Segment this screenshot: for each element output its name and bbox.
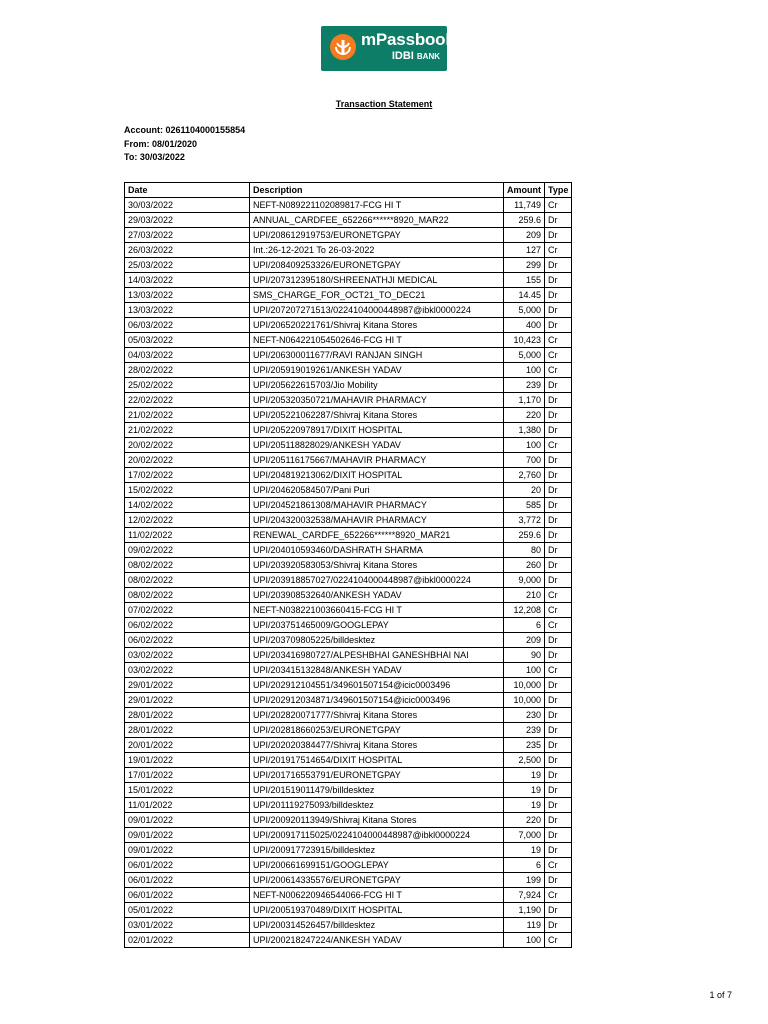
table-row <box>125 483 572 498</box>
amount-cell: 585 <box>504 498 545 513</box>
description-cell: NEFT-N064221054502646-FCG HI T <box>250 333 504 348</box>
description-cell: UPI/201716553791/EURONETGPAY <box>250 768 504 783</box>
table-row <box>125 453 572 468</box>
type-cell: Dr <box>545 483 572 498</box>
transaction-rows <box>125 198 572 948</box>
amount-cell: 6 <box>504 618 545 633</box>
description-cell: UPI/205116175667/MAHAVIR PHARMACY <box>250 453 504 468</box>
date-cell: 22/02/2022 <box>125 393 250 408</box>
type-cell: Dr <box>545 318 572 333</box>
amount-cell: 100 <box>504 363 545 378</box>
date-cell: 12/02/2022 <box>125 513 250 528</box>
description-cell: NEFT-N038221003660415-FCG HI T <box>250 603 504 618</box>
app-name: mPassbook <box>361 30 455 49</box>
type-cell: Dr <box>545 453 572 468</box>
table-row <box>125 768 572 783</box>
description-cell: UPI/202912034871/349601507154@icic0003496 <box>250 693 504 708</box>
date-cell: 29/01/2022 <box>125 693 250 708</box>
table-row <box>125 798 572 813</box>
amount-cell: 19 <box>504 768 545 783</box>
type-cell: Dr <box>545 558 572 573</box>
description-cell: NEFT-N089221102089817-FCG HI T <box>250 198 504 213</box>
description-cell: UPI/201917514654/DIXIT HOSPITAL <box>250 753 504 768</box>
description-cell: UPI/200661699151/GOOGLEPAY <box>250 858 504 873</box>
type-cell: Dr <box>545 543 572 558</box>
amount-cell: 7,924 <box>504 888 545 903</box>
date-cell: 06/03/2022 <box>125 318 250 333</box>
date-cell: 17/02/2022 <box>125 468 250 483</box>
date-cell: 02/01/2022 <box>125 933 250 948</box>
type-cell: Cr <box>545 348 572 363</box>
table-row <box>125 498 572 513</box>
description-cell: NEFT-N006220946544066-FCG HI T <box>250 888 504 903</box>
table-row <box>125 858 572 873</box>
amount-cell: 239 <box>504 378 545 393</box>
description-cell: UPI/206520221761/Shivraj Kitana Stores <box>250 318 504 333</box>
description-cell: Int.:26-12-2021 To 26-03-2022 <box>250 243 504 258</box>
type-cell: Dr <box>545 843 572 858</box>
date-cell: 06/02/2022 <box>125 633 250 648</box>
date-cell: 28/01/2022 <box>125 708 250 723</box>
type-cell: Dr <box>545 288 572 303</box>
type-cell: Dr <box>545 573 572 588</box>
table-row <box>125 288 572 303</box>
description-cell: UPI/204819213062/DIXIT HOSPITAL <box>250 468 504 483</box>
amount-cell: 1,170 <box>504 393 545 408</box>
table-row <box>125 468 572 483</box>
description-cell: UPI/204010593460/DASHRATH SHARMA <box>250 543 504 558</box>
amount-cell: 220 <box>504 408 545 423</box>
type-cell: Dr <box>545 303 572 318</box>
bank-name: IDBI BANK <box>391 50 440 62</box>
type-cell: Cr <box>545 333 572 348</box>
amount-cell: 2,500 <box>504 753 545 768</box>
column-header-type: Type <box>545 183 572 198</box>
column-header-amount: Amount <box>504 183 545 198</box>
date-cell: 15/01/2022 <box>125 783 250 798</box>
table-row <box>125 588 572 603</box>
description-cell: UPI/202818660253/EURONETGPAY <box>250 723 504 738</box>
type-cell: Cr <box>545 618 572 633</box>
date-cell: 08/02/2022 <box>125 588 250 603</box>
amount-cell: 400 <box>504 318 545 333</box>
description-cell: UPI/203416980727/ALPESHBHAI GANESHBHAI NAI <box>250 648 504 663</box>
type-cell: Dr <box>545 738 572 753</box>
table-row <box>125 618 572 633</box>
amount-cell: 199 <box>504 873 545 888</box>
date-cell: 29/01/2022 <box>125 678 250 693</box>
table-row <box>125 318 572 333</box>
amount-cell: 14.45 <box>504 288 545 303</box>
amount-cell: 100 <box>504 663 545 678</box>
type-cell: Cr <box>545 663 572 678</box>
table-row <box>125 363 572 378</box>
description-cell: UPI/204620584507/Pani Puri <box>250 483 504 498</box>
transaction-table <box>124 182 572 948</box>
type-cell: Dr <box>545 798 572 813</box>
table-row <box>125 228 572 243</box>
type-cell: Dr <box>545 228 572 243</box>
table-row <box>125 633 572 648</box>
date-cell: 20/01/2022 <box>125 738 250 753</box>
date-cell: 28/02/2022 <box>125 363 250 378</box>
date-cell: 11/02/2022 <box>125 528 250 543</box>
type-cell: Dr <box>545 708 572 723</box>
amount-cell: 5,000 <box>504 348 545 363</box>
amount-cell: 7,000 <box>504 828 545 843</box>
amount-cell: 2,760 <box>504 468 545 483</box>
date-cell: 13/03/2022 <box>125 288 250 303</box>
description-cell: UPI/200917115025/0224104000448987@ibkl0000224 <box>250 828 504 843</box>
type-cell: Dr <box>545 468 572 483</box>
date-cell: 09/01/2022 <box>125 813 250 828</box>
type-cell: Dr <box>545 813 572 828</box>
table-row <box>125 828 572 843</box>
date-cell: 03/01/2022 <box>125 918 250 933</box>
table-row <box>125 348 572 363</box>
description-cell: UPI/200218247224/ANKESH YADAV <box>250 933 504 948</box>
type-cell: Dr <box>545 528 572 543</box>
date-cell: 13/03/2022 <box>125 303 250 318</box>
page-number: 1 of 7 <box>709 990 732 1000</box>
table-row <box>125 918 572 933</box>
table-row <box>125 273 572 288</box>
date-cell: 03/02/2022 <box>125 648 250 663</box>
description-cell: UPI/203709805225/billdesktez <box>250 633 504 648</box>
type-cell: Dr <box>545 918 572 933</box>
type-cell: Dr <box>545 753 572 768</box>
amount-cell: 155 <box>504 273 545 288</box>
description-cell: UPI/203415132848/ANKESH YADAV <box>250 663 504 678</box>
description-cell: UPI/201519011479/billdesktez <box>250 783 504 798</box>
amount-cell: 19 <box>504 783 545 798</box>
table-row <box>125 543 572 558</box>
table-row <box>125 738 572 753</box>
date-cell: 21/02/2022 <box>125 423 250 438</box>
date-cell: 09/01/2022 <box>125 828 250 843</box>
type-cell: Dr <box>545 648 572 663</box>
type-cell: Dr <box>545 378 572 393</box>
description-cell: UPI/202820071777/Shivraj Kitana Stores <box>250 708 504 723</box>
table-header-row <box>125 183 572 198</box>
date-cell: 06/02/2022 <box>125 618 250 633</box>
date-cell: 06/01/2022 <box>125 858 250 873</box>
table-row <box>125 663 572 678</box>
type-cell: Dr <box>545 783 572 798</box>
table-row <box>125 753 572 768</box>
amount-cell: 260 <box>504 558 545 573</box>
table-row <box>125 648 572 663</box>
amount-cell: 209 <box>504 633 545 648</box>
description-cell: UPI/205220978917/DIXIT HOSPITAL <box>250 423 504 438</box>
date-cell: 08/02/2022 <box>125 573 250 588</box>
amount-cell: 239 <box>504 723 545 738</box>
type-cell: Cr <box>545 243 572 258</box>
table-row <box>125 198 572 213</box>
amount-cell: 3,772 <box>504 513 545 528</box>
description-cell: UPI/202912104551/349601507154@icic0003496 <box>250 678 504 693</box>
description-cell: UPI/207312395180/SHREENATHJI MEDICAL <box>250 273 504 288</box>
amount-cell: 259.6 <box>504 213 545 228</box>
description-cell: RENEWAL_CARDFE_652266******8920_MAR21 <box>250 528 504 543</box>
page-title: Transaction Statement <box>335 99 433 109</box>
date-cell: 14/03/2022 <box>125 273 250 288</box>
type-cell: Cr <box>545 588 572 603</box>
amount-cell: 700 <box>504 453 545 468</box>
amount-cell: 299 <box>504 258 545 273</box>
date-cell: 29/03/2022 <box>125 213 250 228</box>
description-cell: UPI/200614335576/EURONETGPAY <box>250 873 504 888</box>
table-row <box>125 843 572 858</box>
type-cell: Dr <box>545 873 572 888</box>
table-row <box>125 258 572 273</box>
type-cell: Dr <box>545 678 572 693</box>
amount-cell: 235 <box>504 738 545 753</box>
description-cell: UPI/205622615703/Jio Mobility <box>250 378 504 393</box>
amount-cell: 80 <box>504 543 545 558</box>
description-cell: SMS_CHARGE_FOR_OCT21_TO_DEC21 <box>250 288 504 303</box>
description-cell: UPI/208409253326/EURONETGPAY <box>250 258 504 273</box>
type-cell: Dr <box>545 693 572 708</box>
date-cell: 20/02/2022 <box>125 453 250 468</box>
amount-cell: 127 <box>504 243 545 258</box>
column-header-description: Description <box>250 183 504 198</box>
description-cell: UPI/200920113949/Shivraj Kitana Stores <box>250 813 504 828</box>
date-cell: 30/03/2022 <box>125 198 250 213</box>
amount-cell: 230 <box>504 708 545 723</box>
description-cell: UPI/207207271513/0224104000448987@ibkl0000224 <box>250 303 504 318</box>
date-cell: 09/02/2022 <box>125 543 250 558</box>
table-row <box>125 873 572 888</box>
amount-cell: 12,208 <box>504 603 545 618</box>
description-cell: UPI/200917723915/billdesktez <box>250 843 504 858</box>
type-cell: Cr <box>545 603 572 618</box>
type-cell: Cr <box>545 198 572 213</box>
from-date: From: 08/01/2020 <box>124 138 198 149</box>
type-cell: Dr <box>545 768 572 783</box>
table-row <box>125 423 572 438</box>
table-row <box>125 933 572 948</box>
table-row <box>125 723 572 738</box>
description-cell: UPI/203908532640/ANKESH YADAV <box>250 588 504 603</box>
idbi-emblem-icon <box>330 34 356 60</box>
table-row <box>125 243 572 258</box>
date-cell: 28/01/2022 <box>125 723 250 738</box>
description-cell: UPI/202020384477/Shivraj Kitana Stores <box>250 738 504 753</box>
type-cell: Dr <box>545 633 572 648</box>
type-cell: Cr <box>545 858 572 873</box>
type-cell: Dr <box>545 828 572 843</box>
description-cell: UPI/200519370489/DIXIT HOSPITAL <box>250 903 504 918</box>
date-cell: 04/03/2022 <box>125 348 250 363</box>
account-number: Account: 0261104000155854 <box>124 125 246 135</box>
amount-cell: 90 <box>504 648 545 663</box>
date-cell: 06/01/2022 <box>125 873 250 888</box>
table-row <box>125 783 572 798</box>
description-cell: UPI/203920583053/Shivraj Kitana Stores <box>250 558 504 573</box>
account-details <box>124 124 245 165</box>
description-cell: UPI/204320032538/MAHAVIR PHARMACY <box>250 513 504 528</box>
date-cell: 05/03/2022 <box>125 333 250 348</box>
amount-cell: 20 <box>504 483 545 498</box>
type-cell: Dr <box>545 498 572 513</box>
table-row <box>125 393 572 408</box>
description-cell: UPI/204521861308/MAHAVIR PHARMACY <box>250 498 504 513</box>
date-cell: 03/02/2022 <box>125 663 250 678</box>
amount-cell: 9,000 <box>504 573 545 588</box>
date-cell: 19/01/2022 <box>125 753 250 768</box>
table-row <box>125 558 572 573</box>
amount-cell: 10,423 <box>504 333 545 348</box>
amount-cell: 19 <box>504 798 545 813</box>
table-row <box>125 513 572 528</box>
amount-cell: 259.6 <box>504 528 545 543</box>
table-row <box>125 378 572 393</box>
date-cell: 05/01/2022 <box>125 903 250 918</box>
type-cell: Cr <box>545 363 572 378</box>
date-cell: 14/02/2022 <box>125 498 250 513</box>
description-cell: ANNUAL_CARDFEE_652266******8920_MAR22 <box>250 213 504 228</box>
table-row <box>125 408 572 423</box>
bank-logo <box>321 26 455 71</box>
type-cell: Dr <box>545 258 572 273</box>
amount-cell: 220 <box>504 813 545 828</box>
description-cell: UPI/205118828029/ANKESH YADAV <box>250 438 504 453</box>
table-row <box>125 603 572 618</box>
date-cell: 25/02/2022 <box>125 378 250 393</box>
date-cell: 11/01/2022 <box>125 798 250 813</box>
amount-cell: 10,000 <box>504 678 545 693</box>
type-cell: Dr <box>545 903 572 918</box>
table-row <box>125 213 572 228</box>
table-row <box>125 888 572 903</box>
description-cell: UPI/203918857027/0224104000448987@ibkl0000224 <box>250 573 504 588</box>
type-cell: Dr <box>545 723 572 738</box>
table-row <box>125 573 572 588</box>
table-row <box>125 678 572 693</box>
date-cell: 08/02/2022 <box>125 558 250 573</box>
amount-cell: 209 <box>504 228 545 243</box>
description-cell: UPI/205919019261/ANKESH YADAV <box>250 363 504 378</box>
type-cell: Cr <box>545 933 572 948</box>
to-date: To: 30/03/2022 <box>124 152 185 162</box>
type-cell: Dr <box>545 408 572 423</box>
amount-cell: 1,190 <box>504 903 545 918</box>
type-cell: Dr <box>545 513 572 528</box>
amount-cell: 119 <box>504 918 545 933</box>
amount-cell: 1,380 <box>504 423 545 438</box>
description-cell: UPI/208612919753/EURONETGPAY <box>250 228 504 243</box>
amount-cell: 11,749 <box>504 198 545 213</box>
amount-cell: 19 <box>504 843 545 858</box>
date-cell: 25/03/2022 <box>125 258 250 273</box>
date-cell: 07/02/2022 <box>125 603 250 618</box>
amount-cell: 210 <box>504 588 545 603</box>
amount-cell: 5,000 <box>504 303 545 318</box>
type-cell: Dr <box>545 393 572 408</box>
type-cell: Dr <box>545 213 572 228</box>
table-row <box>125 333 572 348</box>
type-cell: Cr <box>545 888 572 903</box>
description-cell: UPI/205221062287/Shivraj Kitana Stores <box>250 408 504 423</box>
table-row <box>125 813 572 828</box>
amount-cell: 6 <box>504 858 545 873</box>
description-cell: UPI/205320350721/MAHAVIR PHARMACY <box>250 393 504 408</box>
type-cell: Cr <box>545 438 572 453</box>
date-cell: 20/02/2022 <box>125 438 250 453</box>
amount-cell: 10,000 <box>504 693 545 708</box>
table-row <box>125 438 572 453</box>
table-row <box>125 708 572 723</box>
date-cell: 21/02/2022 <box>125 408 250 423</box>
type-cell: Dr <box>545 273 572 288</box>
amount-cell: 100 <box>504 933 545 948</box>
date-cell: 17/01/2022 <box>125 768 250 783</box>
amount-cell: 100 <box>504 438 545 453</box>
column-header-date: Date <box>125 183 250 198</box>
date-cell: 06/01/2022 <box>125 888 250 903</box>
description-cell: UPI/201119275093/billdesktez <box>250 798 504 813</box>
type-cell: Dr <box>545 423 572 438</box>
description-cell: UPI/203751465009/GOOGLEPAY <box>250 618 504 633</box>
table-row <box>125 903 572 918</box>
date-cell: 15/02/2022 <box>125 483 250 498</box>
table-row <box>125 528 572 543</box>
date-cell: 09/01/2022 <box>125 843 250 858</box>
date-cell: 27/03/2022 <box>125 228 250 243</box>
table-row <box>125 693 572 708</box>
table-row <box>125 303 572 318</box>
description-cell: UPI/206300011677/RAVI RANJAN SINGH <box>250 348 504 363</box>
date-cell: 26/03/2022 <box>125 243 250 258</box>
description-cell: UPI/200314526457/billdesktez <box>250 918 504 933</box>
